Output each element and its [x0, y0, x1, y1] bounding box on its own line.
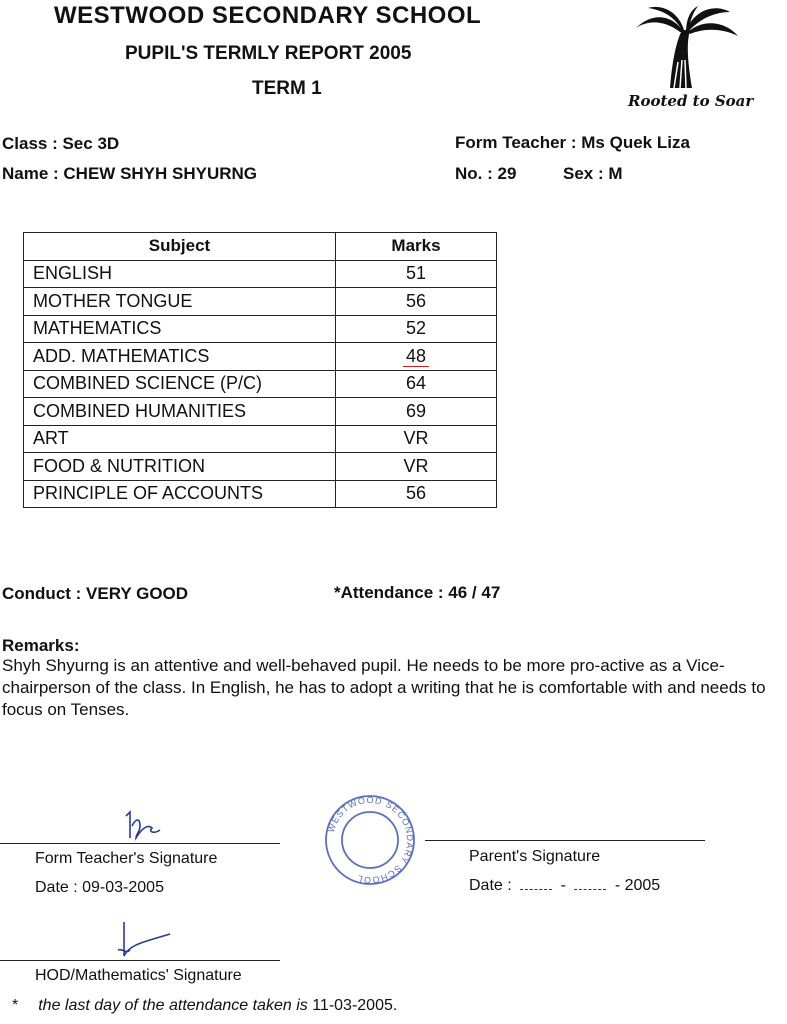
parent-date — [469, 877, 660, 895]
remarks-heading: Remarks: — [2, 636, 80, 655]
table-row — [24, 288, 497, 316]
footnote — [12, 997, 397, 1015]
table-row — [24, 453, 497, 481]
mark-cell: 64 — [336, 370, 497, 398]
attendance-field: *Attendance : 46 / 47 — [334, 583, 501, 602]
form-teacher-signature-label: Form Teacher's Signature — [35, 850, 218, 867]
mark-cell: VR — [336, 425, 497, 453]
hod-signature-line — [0, 960, 280, 961]
parent-signature-label: Parent's Signature — [469, 848, 601, 865]
table-row — [24, 260, 497, 288]
school-name: WESTWOOD SECONDARY SCHOOL — [54, 2, 482, 29]
results-table — [23, 232, 497, 508]
term-label: TERM 1 — [252, 78, 322, 99]
marks-header: Marks — [336, 233, 497, 261]
stamp-text: WESTWOOD SECONDARY SCHOOL — [325, 794, 416, 886]
palm-tree-logo-icon — [630, 2, 740, 92]
failing-mark: 48 — [403, 346, 429, 367]
subject-cell: PRINCIPLE OF ACCOUNTS — [24, 480, 336, 508]
table-row — [24, 425, 497, 453]
parent-date-day-blank[interactable] — [520, 889, 552, 890]
table-header-row — [24, 233, 497, 261]
form-teacher-signature-line — [0, 843, 280, 844]
parent-date-prefix: Date : — [469, 877, 512, 894]
subject-cell: COMBINED HUMANITIES — [24, 398, 336, 426]
parent-signature-line — [425, 840, 705, 841]
mark-cell: 69 — [336, 398, 497, 426]
subject-header: Subject — [24, 233, 336, 261]
subject-cell: ART — [24, 425, 336, 453]
mark-cell: 52 — [336, 315, 497, 343]
mark-cell: 56 — [336, 480, 497, 508]
remarks-text: Shyh Shyurng is an attentive and well-behaved pupil. He needs to be more pro-active as a Vice-chairperson of the class. In English, he has to adopt a writing that he is comfortable with and needs to focus on Tenses. — [2, 656, 766, 719]
table-row — [24, 480, 497, 508]
subject-cell: ENGLISH — [24, 260, 336, 288]
form-teacher-date: Date : 09-03-2005 — [35, 879, 164, 896]
mark-cell: VR — [336, 453, 497, 481]
subject-cell: MATHEMATICS — [24, 315, 336, 343]
hod-signature-icon — [100, 914, 180, 964]
footnote-text: the last day of the attendance taken is — [38, 997, 308, 1014]
parent-date-year: - 2005 — [614, 877, 661, 894]
report-title: PUPIL'S TERMLY REPORT 2005 — [125, 43, 412, 64]
hod-signature-label: HOD/Mathematics' Signature — [35, 967, 242, 984]
register-number-field: No. : 29 — [455, 164, 517, 183]
parent-date-month-blank[interactable] — [574, 889, 606, 890]
mark-cell: 51 — [336, 260, 497, 288]
school-motto: Rooted to Soar — [628, 92, 754, 110]
parent-date-separator: - — [560, 877, 566, 894]
subject-cell: COMBINED SCIENCE (P/C) — [24, 370, 336, 398]
subject-cell: MOTHER TONGUE — [24, 288, 336, 316]
form-teacher-field: Form Teacher : Ms Quek Liza — [455, 133, 690, 152]
school-stamp — [322, 794, 418, 886]
table-row — [24, 398, 497, 426]
subject-cell: FOOD & NUTRITION — [24, 453, 336, 481]
form-teacher-signature-icon — [118, 804, 168, 844]
name-field: Name : CHEW SHYH SHYURNG — [2, 164, 258, 183]
subject-cell: ADD. MATHEMATICS — [24, 343, 336, 371]
mark-cell — [336, 343, 497, 371]
footnote-marker: * — [12, 997, 19, 1014]
table-row — [24, 315, 497, 343]
footnote-date: 11-03-2005. — [312, 997, 398, 1014]
sex-field: Sex : M — [563, 164, 623, 183]
conduct-field: Conduct : VERY GOOD — [2, 584, 189, 603]
table-row — [24, 370, 497, 398]
mark-cell: 56 — [336, 288, 497, 316]
table-row — [24, 343, 497, 371]
class-field: Class : Sec 3D — [2, 134, 120, 153]
